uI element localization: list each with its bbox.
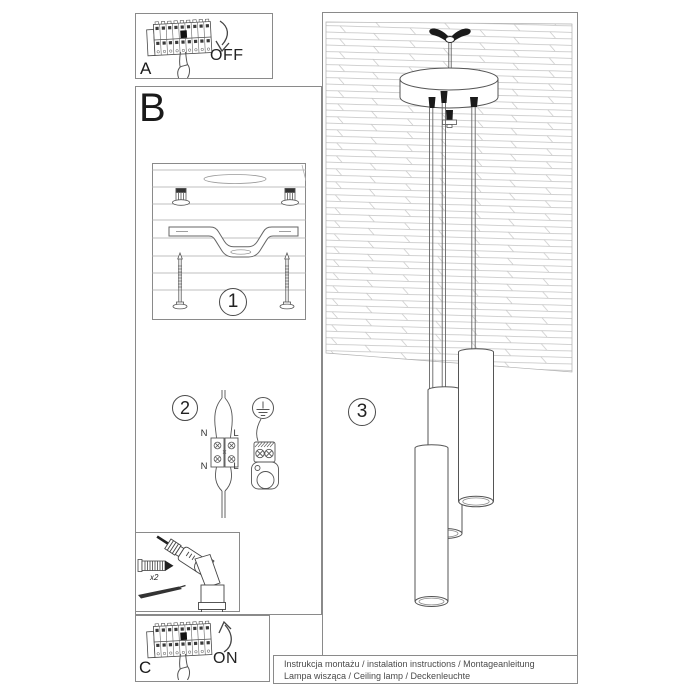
mounting-screw-icon	[280, 253, 294, 309]
wire-l-label-top: L	[233, 428, 239, 439]
wall-anchor-icon	[282, 189, 299, 206]
panel-c-label: C	[139, 658, 152, 677]
footer-box	[273, 655, 578, 684]
step2-number-badge	[172, 395, 198, 421]
drill-bit-icon	[138, 586, 186, 599]
wire-n-label-top: N	[200, 428, 208, 439]
step2-number: 2	[179, 397, 190, 418]
section-b-label: B	[139, 86, 166, 130]
pendant-lamp-drawing	[322, 12, 578, 683]
footer-title-line: Instrukcja montażu / instalation instructions / Montageanleitung	[284, 659, 535, 669]
on-state-label: ON	[213, 650, 238, 667]
step3-number-badge	[348, 398, 376, 426]
anchor-qty-label: x2	[150, 573, 159, 582]
off-state-label: OFF	[210, 47, 244, 64]
lamp-cylinder-front	[415, 445, 448, 607]
lamp-holder-connector-icon	[252, 442, 279, 489]
footer-product-line: Lampa wisząca / Ceiling lamp / Deckenleuchte	[284, 671, 471, 681]
mounting-screw-icon	[173, 253, 187, 309]
mounting-bracket-icon	[169, 227, 298, 257]
ceiling-canopy	[400, 68, 498, 108]
wall-anchor-icon	[173, 189, 190, 206]
curved-arrow-up-icon	[208, 620, 238, 654]
wall-anchor-icon	[138, 560, 174, 572]
power-drill-icon	[153, 532, 226, 612]
step3-number: 3	[356, 401, 368, 422]
junction-box-outline	[204, 175, 266, 184]
wire-l-label-bottom: L	[233, 461, 239, 472]
lamp-cylinder-right	[459, 349, 494, 507]
wire-n-label-bottom: N	[200, 461, 208, 472]
step1-number: 1	[227, 291, 239, 312]
panel-a-label: A	[140, 59, 152, 78]
tools-diagram	[135, 532, 240, 612]
step1-number-badge	[219, 288, 247, 316]
earth-ground-icon	[253, 398, 274, 419]
